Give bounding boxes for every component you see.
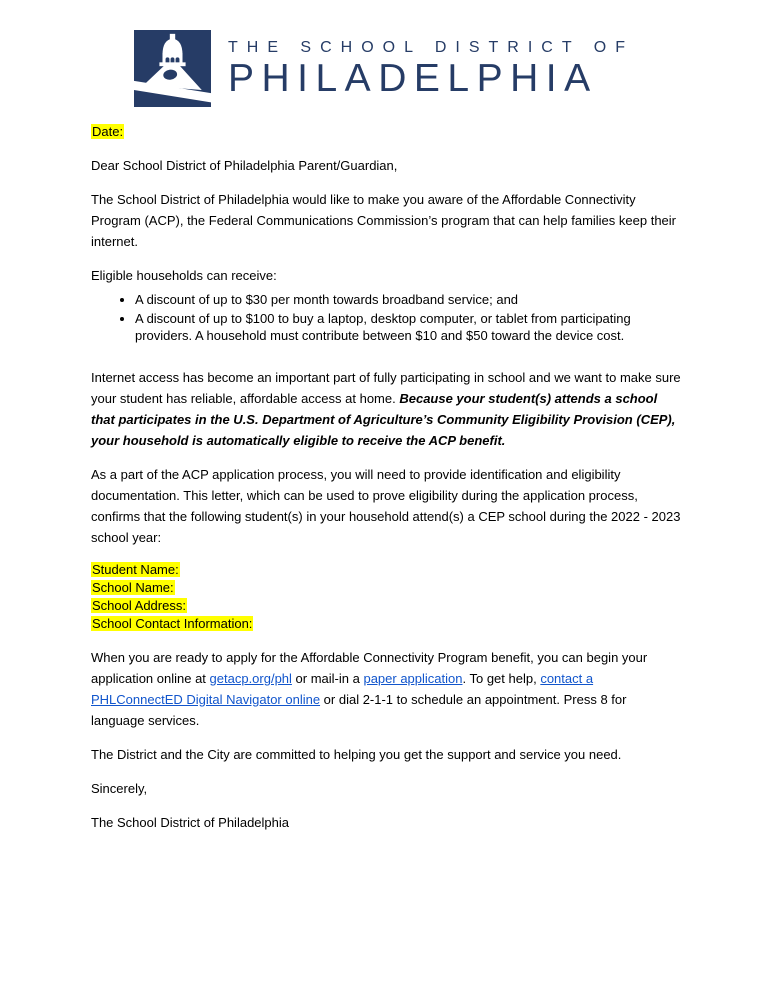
student-info-fields xyxy=(91,561,683,633)
internet-access-paragraph xyxy=(91,367,683,451)
field-school-name-label: School Name: xyxy=(92,579,174,595)
intro-paragraph: The School District of Philadelphia would like to make you aware of the Affordable Connectivity Program (ACP), the Federal Communications Commission’s program that can help families keep their internet. xyxy=(91,192,676,249)
logo-line1: THE SCHOOL DISTRICT OF xyxy=(227,38,634,56)
apply-text-2: or mail-in a xyxy=(291,670,364,686)
field-student-name xyxy=(91,561,683,579)
paper-application-link[interactable]: paper application xyxy=(363,670,463,686)
eligibility-heading: Eligible households can receive: xyxy=(91,268,277,283)
salutation: Dear School District of Philadelphia Parent/Guardian, xyxy=(91,158,398,173)
documentation-paragraph: As a part of the ACP application process, you will need to provide identification and eligibility documentation. This letter, which can be used to prove eligibility during the application process, confirms that the following student(s) in your household attend(s) a CEP school during the 2022 - 2023 school year: xyxy=(91,466,681,545)
signature: The School District of Philadelphia xyxy=(91,814,289,830)
digital-navigator-link[interactable]: contact a PHLConnectED Digital Navigator online xyxy=(91,670,594,707)
internet-access-text: Internet access has become an important part of fully participating in school and we want to make sure your student has reliable, affordable access at home. xyxy=(91,369,681,406)
field-school-contact-label: School Contact Information: xyxy=(92,615,253,631)
letter-body xyxy=(91,121,683,846)
apply-paragraph xyxy=(91,647,683,731)
apply-text-4: or dial 2-1-1 to schedule an appointment. Press 8 for language services. xyxy=(91,691,627,728)
logo-wordmark xyxy=(228,38,634,100)
field-school-address-label: School Address: xyxy=(92,597,186,613)
apply-text-1: When you are ready to apply for the Affordable Connectivity Program benefit, you can begin your application online at xyxy=(91,649,648,686)
logo-line2: PHILADELPHIA xyxy=(227,56,598,100)
list-item: • A discount of up to $100 to buy a laptop, desktop computer, or tablet from participating providers. A household must contribute between $10 and $50 toward the device cost. xyxy=(135,310,683,345)
benefits-list xyxy=(91,291,683,345)
getacp-link[interactable]: getacp.org/phl xyxy=(209,670,292,686)
district-logo xyxy=(0,30,768,107)
closing: Sincerely, xyxy=(91,780,148,796)
date-label: Date: xyxy=(92,124,124,139)
field-school-contact xyxy=(91,615,683,633)
commitment-paragraph: The District and the City are committed to helping you get the support and service you need. xyxy=(91,746,622,762)
date-line xyxy=(91,121,683,142)
school-tower-icon xyxy=(134,30,211,107)
cep-eligibility-emphasis: Because your student(s) attends a school that participates in the U.S. Department of Agriculture’s Community Eligibility Provision (CEP), your household is automatically eligible to receive the ACP benefit. xyxy=(91,390,676,448)
field-student-name-label: Student Name: xyxy=(92,561,179,577)
field-school-name xyxy=(91,579,683,597)
apply-text-3: . To get help, xyxy=(462,670,541,686)
list-item: • A discount of up to $30 per month towards broadband service; and xyxy=(135,291,683,309)
field-school-address xyxy=(91,597,683,615)
